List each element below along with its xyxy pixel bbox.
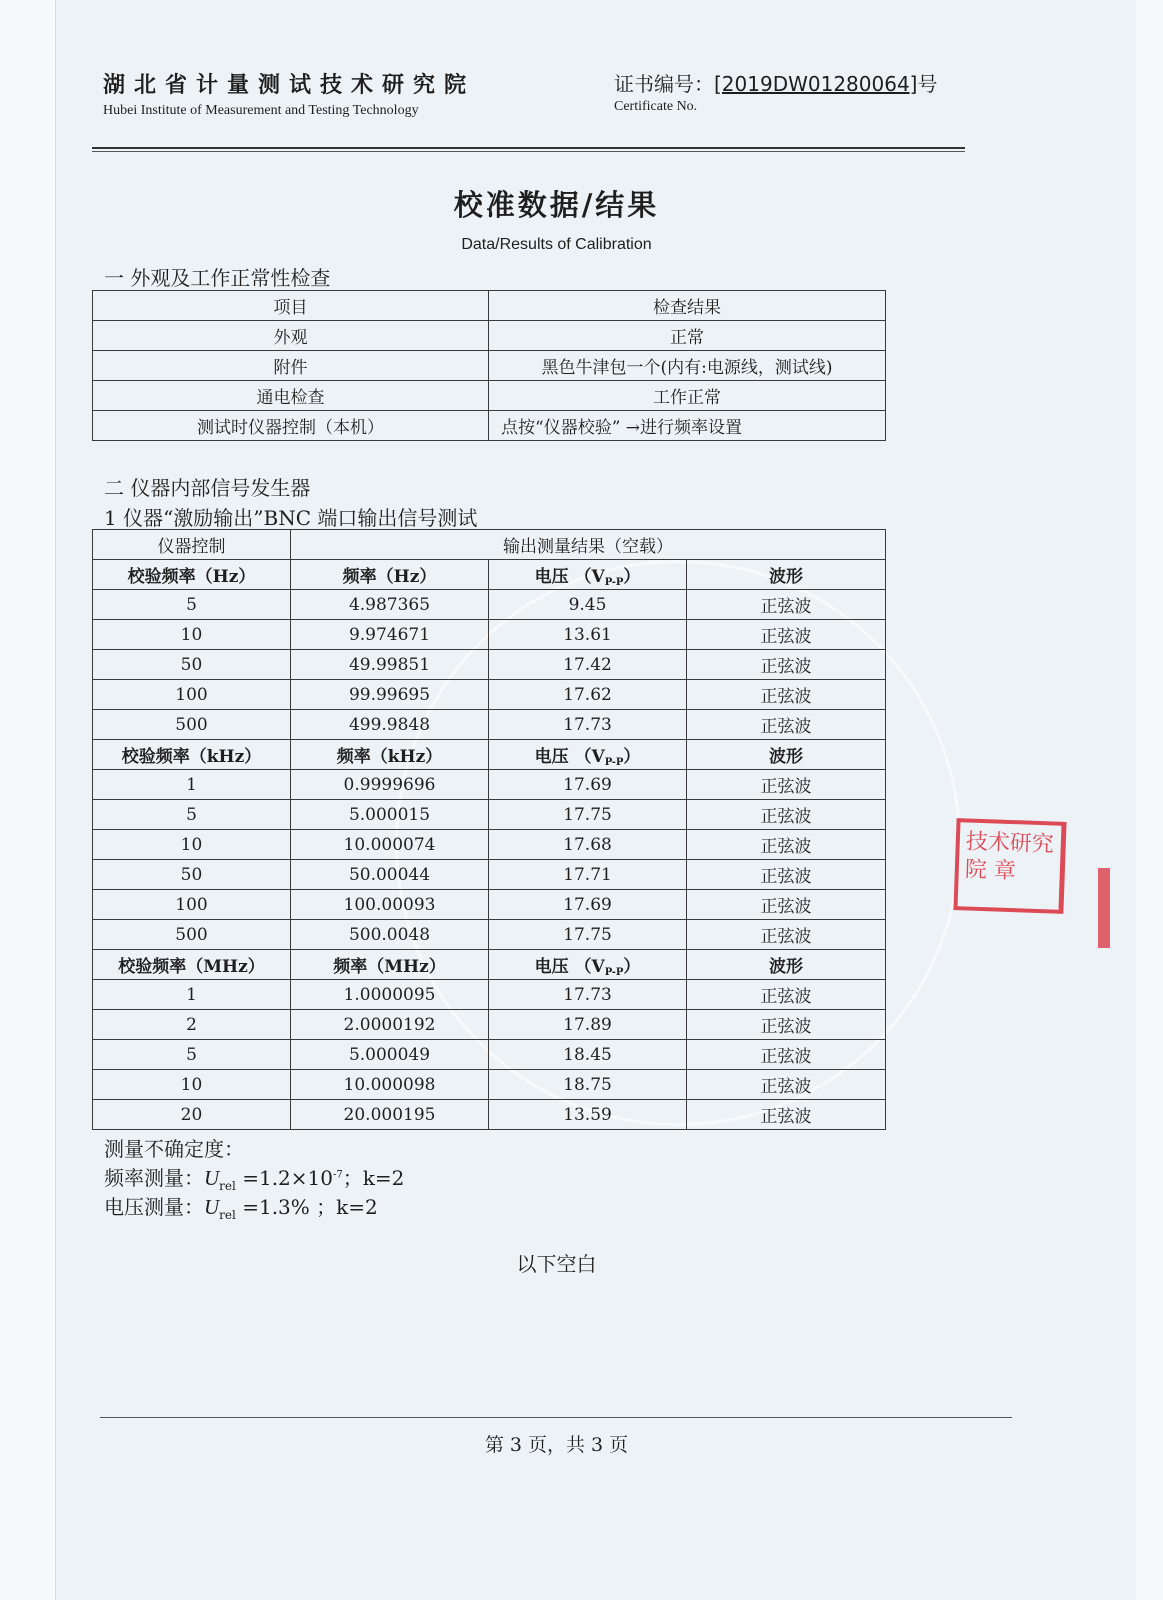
cell-wave: 正弦波 [687, 860, 886, 890]
page-subtitle: Data/Results of Calibration [461, 236, 652, 253]
voltage-close: ） [623, 566, 641, 587]
cal-frequency-header: 校验频率（MHz） [93, 950, 291, 980]
voltage-subscript: P-P [604, 756, 624, 768]
frequency-header: 频率（Hz） [291, 560, 489, 590]
cell-voltage: 18.75 [489, 1070, 687, 1100]
uncertainty-heading: 测量不确定度： [104, 1137, 244, 1161]
table-row [93, 1100, 886, 1130]
cell-voltage: 17.62 [489, 680, 687, 710]
cell-freq: 99.99695 [291, 680, 489, 710]
frequency-header: 频率（kHz） [291, 740, 489, 770]
section2-heading: 二 仪器内部信号发生器 [104, 476, 311, 500]
cell-wave: 正弦波 [687, 650, 886, 680]
cell-freq: 100.00093 [291, 890, 489, 920]
col-header-result: 检查结果 [489, 291, 886, 321]
header-rule [92, 147, 965, 149]
cell-wave: 正弦波 [687, 920, 886, 950]
cell-freq: 50.00044 [291, 860, 489, 890]
col-header-control: 仪器控制 [93, 530, 291, 560]
cell-set: 100 [93, 680, 291, 710]
cell-freq: 499.9848 [291, 710, 489, 740]
cell-set: 5 [93, 590, 291, 620]
cal-frequency-header: 校验频率（kHz） [93, 740, 291, 770]
cell-voltage: 17.68 [489, 830, 687, 860]
voltage-label: 电压 （V [534, 566, 605, 587]
certificate-number: [2019DW01280064] [714, 72, 918, 96]
voltage-header [489, 740, 687, 770]
check-item: 外观 [93, 321, 489, 351]
cell-wave: 正弦波 [687, 980, 886, 1010]
freq-uncertainty-label: 频率测量： [104, 1166, 204, 1190]
cell-freq: 10.000098 [291, 1070, 489, 1100]
cell-set: 5 [93, 800, 291, 830]
blank-below-note: 以下空白 [516, 1252, 597, 1276]
check-item: 通电检查 [93, 381, 489, 411]
cell-freq: 5.000049 [291, 1040, 489, 1070]
table-row [93, 680, 886, 710]
freq-u-k: ；k=2 [342, 1166, 405, 1190]
voltage-header [489, 950, 687, 980]
col-header-output: 输出测量结果（空载） [291, 530, 886, 560]
table-row [93, 650, 886, 680]
cell-freq: 500.0048 [291, 920, 489, 950]
uncertainty-voltage [104, 1191, 378, 1222]
cell-wave: 正弦波 [687, 1010, 886, 1040]
freq-u-value: =1.2×10 [235, 1166, 333, 1190]
table-row [93, 1010, 886, 1040]
table-row [93, 980, 886, 1010]
section2-subheading: 1 仪器“激励输出”BNC 端口输出信号测试 [104, 506, 478, 530]
volt-u-symbol: U [204, 1195, 220, 1219]
cell-wave: 正弦波 [687, 800, 886, 830]
cell-set: 50 [93, 650, 291, 680]
check-item: 附件 [93, 351, 489, 381]
cell-voltage: 17.75 [489, 800, 687, 830]
cell-set: 20 [93, 1100, 291, 1130]
table-row [93, 590, 886, 620]
cell-freq: 1.0000095 [291, 980, 489, 1010]
volt-u-value: =1.3% ；k=2 [235, 1195, 378, 1219]
group-header-row [93, 740, 886, 770]
appearance-check-table [92, 290, 886, 441]
voltage-subscript: P-P [604, 966, 624, 978]
certificate-label-en: Certificate No. [614, 99, 698, 114]
signal-output-table [92, 529, 886, 1130]
page-number: 第 3 页，共 3 页 [484, 1434, 629, 1456]
institute-name-en: Hubei Institute of Measurement and Testing Technology [103, 103, 419, 118]
cell-wave: 正弦波 [687, 1070, 886, 1100]
table-row [93, 830, 886, 860]
edge-seal-mark [1098, 868, 1110, 948]
cell-voltage: 13.61 [489, 620, 687, 650]
institute-header [103, 68, 475, 119]
cell-set: 500 [93, 920, 291, 950]
section1-heading: 一 外观及工作正常性检查 [104, 266, 331, 290]
cell-voltage: 17.69 [489, 890, 687, 920]
table-row [93, 890, 886, 920]
table-row [93, 800, 886, 830]
cell-voltage: 17.89 [489, 1010, 687, 1040]
cell-wave: 正弦波 [687, 890, 886, 920]
cell-set: 10 [93, 830, 291, 860]
check-item: 测试时仪器控制（本机） [93, 411, 489, 441]
table-header-row [93, 530, 886, 560]
cell-wave: 正弦波 [687, 710, 886, 740]
voltage-label: 电压 （V [534, 746, 605, 767]
frequency-header: 频率（MHz） [291, 950, 489, 980]
table-row [93, 1040, 886, 1070]
table-row [93, 710, 886, 740]
institute-name-cn: 湖北省计量测试技术研究院 [103, 73, 476, 98]
cell-freq: 4.987365 [291, 590, 489, 620]
cell-set: 500 [93, 710, 291, 740]
cell-wave: 正弦波 [687, 1100, 886, 1130]
waveform-header: 波形 [687, 740, 886, 770]
cell-freq: 20.000195 [291, 1100, 489, 1130]
certificate-number-line [614, 68, 937, 97]
waveform-header: 波形 [687, 560, 886, 590]
cell-freq: 10.000074 [291, 830, 489, 860]
group-header-row [93, 950, 886, 980]
cell-voltage: 17.73 [489, 980, 687, 1010]
cell-set: 1 [93, 980, 291, 1010]
page-title: 校准数据/结果 [453, 188, 660, 222]
table-row [93, 381, 886, 411]
table-row [93, 1070, 886, 1100]
cell-voltage: 18.45 [489, 1040, 687, 1070]
cell-set: 10 [93, 1070, 291, 1100]
voltage-label: 电压 （V [534, 956, 605, 977]
cell-freq: 0.9999696 [291, 770, 489, 800]
cell-wave: 正弦波 [687, 590, 886, 620]
official-seal-stamp: 技术研究院 章 [953, 818, 1066, 914]
voltage-close: ） [623, 956, 641, 977]
volt-uncertainty-label: 电压测量： [104, 1195, 204, 1219]
freq-u-exponent: -7 [333, 1169, 343, 1181]
cell-wave: 正弦波 [687, 1040, 886, 1070]
cell-voltage: 13.59 [489, 1100, 687, 1130]
cell-freq: 5.000015 [291, 800, 489, 830]
cell-wave: 正弦波 [687, 830, 886, 860]
cell-set: 100 [93, 890, 291, 920]
cell-set: 50 [93, 860, 291, 890]
table-row [93, 411, 886, 441]
cell-voltage: 17.73 [489, 710, 687, 740]
cell-voltage: 17.69 [489, 770, 687, 800]
cell-set: 5 [93, 1040, 291, 1070]
cell-set: 10 [93, 620, 291, 650]
certificate-suffix: 号 [917, 72, 938, 96]
check-result: 黑色牛津包一个(内有:电源线，测试线) [489, 351, 886, 381]
table-row [93, 351, 886, 381]
check-result: 正常 [489, 321, 886, 351]
header-rule-thin [92, 151, 965, 152]
table-header-row [93, 291, 886, 321]
cell-wave: 正弦波 [687, 770, 886, 800]
cell-voltage: 17.42 [489, 650, 687, 680]
cal-frequency-header: 校验频率（Hz） [93, 560, 291, 590]
cell-wave: 正弦波 [687, 680, 886, 710]
cell-freq: 9.974671 [291, 620, 489, 650]
cell-set: 2 [93, 1010, 291, 1040]
certificate-header [614, 68, 937, 115]
table-row [93, 860, 886, 890]
volt-u-sub: rel [219, 1208, 236, 1222]
table-row [93, 920, 886, 950]
cell-voltage: 17.75 [489, 920, 687, 950]
waveform-header: 波形 [687, 950, 886, 980]
cell-voltage: 9.45 [489, 590, 687, 620]
check-result: 工作正常 [489, 381, 886, 411]
check-result: 点按“仪器校验” →进行频率设置 [489, 411, 886, 441]
uncertainty-frequency [104, 1162, 404, 1193]
table-row [93, 770, 886, 800]
cell-set: 1 [93, 770, 291, 800]
col-header-item: 项目 [93, 291, 489, 321]
table-row [93, 321, 886, 351]
voltage-header [489, 560, 687, 590]
freq-u-symbol: U [204, 1166, 220, 1190]
footer-rule [100, 1417, 1012, 1418]
cell-wave: 正弦波 [687, 620, 886, 650]
freq-u-sub: rel [219, 1179, 236, 1193]
table-row [93, 620, 886, 650]
cell-voltage: 17.71 [489, 860, 687, 890]
group-header-row [93, 560, 886, 590]
cell-freq: 49.99851 [291, 650, 489, 680]
certificate-label: 证书编号： [614, 72, 714, 96]
voltage-subscript: P-P [604, 576, 624, 588]
cell-freq: 2.0000192 [291, 1010, 489, 1040]
voltage-close: ） [623, 746, 641, 767]
